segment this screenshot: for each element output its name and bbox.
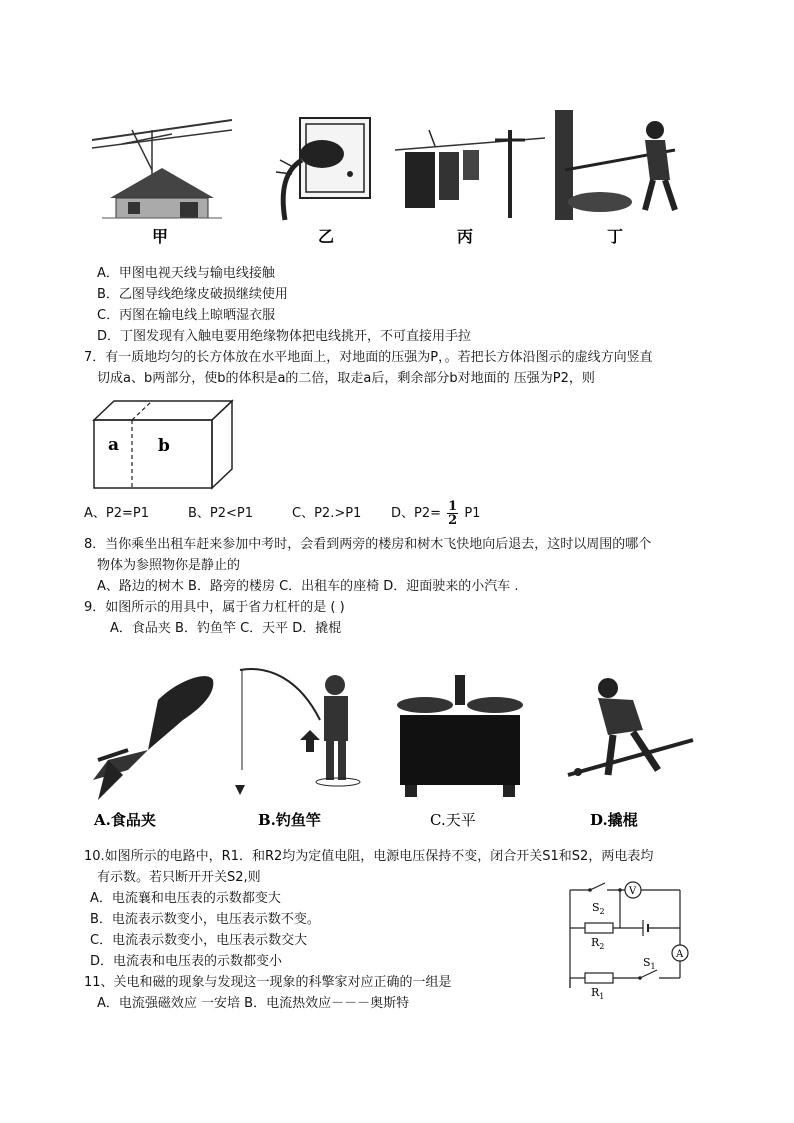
q7-option-d-prefix: D、P2= xyxy=(391,506,442,521)
q8-stem-line2: 物体为参照物你是静止的 xyxy=(97,558,241,573)
q10-r2-label: $R_2$ xyxy=(591,936,605,951)
q6-picture-jia xyxy=(92,110,232,250)
q7-option-b: B、P2<P1 xyxy=(188,506,254,521)
food-tongs-icon xyxy=(88,660,228,835)
q6-picture-bing xyxy=(395,110,545,250)
clothes-on-power-line-icon xyxy=(395,110,545,250)
house-antenna-icon xyxy=(92,110,232,250)
q7-box-label-a: a xyxy=(108,435,120,455)
q9-caption-d: D.撬棍 xyxy=(590,811,638,829)
q9-caption-a: A.食品夹 xyxy=(94,811,156,829)
q7-fraction-numerator: 1 xyxy=(448,499,458,514)
q6-option-a: A．甲图电视天线与输电线接触 xyxy=(97,266,275,281)
q7-option-d xyxy=(391,494,480,534)
q7-stem-line2: 切成a、b两部分，使b的体积是a的二倍，取走a后，剩余部分b对地面的 压强为P2，则 xyxy=(97,371,595,386)
q10-option-c: C．电流表示数变小，电压表示数交大 xyxy=(90,933,308,948)
q8-options: A、路边的树木 B．路旁的楼房 C．出租车的座椅 D．迎面驶来的小汽车 . xyxy=(97,579,519,594)
q9-options: A．食品夹 B．钓鱼竿 C．天平 D．撬棍 xyxy=(110,621,342,636)
q9-caption-c: C.天平 xyxy=(430,811,476,829)
q10-r1-label: $R_1$ xyxy=(591,986,605,1000)
q11-options: A．电流强磁效应 一安培 B．电流热效应－－－奥斯特 xyxy=(97,996,410,1011)
q7-box-label-b: b xyxy=(158,436,170,456)
q7-option-c: C、P2.>P1 xyxy=(292,506,362,521)
q7-fraction xyxy=(447,500,458,527)
socket-plug-icon xyxy=(240,110,390,250)
q10-stem-line2: 有示数。若只断开开关S2,则 xyxy=(97,870,261,885)
q10-option-a: A．电流襄和电压表的示数都变大 xyxy=(90,891,281,906)
q10-circuit-diagram xyxy=(545,880,695,1000)
q6-option-d: D．丁图发现有入触电要用绝缘物体把电线挑开，不可直接用手拉 xyxy=(97,329,472,344)
q6-picture-yi xyxy=(240,110,390,250)
q7-option-d-suffix: P1 xyxy=(464,506,481,521)
q6-caption-bing: 丙 xyxy=(457,227,474,246)
q8-stem-line1: 8．当你乘坐出租车赶来参加中考时，会看到两旁的楼房和树木飞快地向后退去，这时以周围的哪个 xyxy=(84,537,652,552)
q7-fraction-denominator: 2 xyxy=(448,513,458,528)
q9-stem: 9．如图所示的用具中，属于省力杠杆的是 ( ) xyxy=(84,600,345,615)
crowbar-icon xyxy=(548,660,698,835)
q7-stem-line1: 7．有一质地均匀的长方体放在水平地面上，对地面的压强为P，。若把长方体沿图示的虚线方向竖直 xyxy=(84,350,653,365)
q9-picture-b xyxy=(230,660,370,835)
rescue-electrocuted-person-icon xyxy=(545,110,700,250)
q10-s1-label: $S_1$ xyxy=(643,956,656,971)
q10-ammeter-label: A xyxy=(676,949,684,960)
balance-scale-icon xyxy=(385,660,535,835)
fishing-rod-icon xyxy=(230,660,370,835)
q11-stem: 11、关电和磁的现象与发现这一现象的科擎家对应正确的一组是 xyxy=(84,975,452,990)
q6-caption-jia: 甲 xyxy=(152,227,169,246)
q9-picture-a xyxy=(88,660,228,835)
q10-stem-line1: 10.如图所示的电路中，R1．和R2均为定值电阻，电源电压保持不变，闭合开关S1和S2，两电表均 xyxy=(84,849,654,864)
q10-option-d: D．电流表和电压表的示数都变小 xyxy=(90,954,283,969)
q7-option-a: A、P2=P1 xyxy=(84,506,150,521)
q10-voltmeter-label: V xyxy=(629,886,637,897)
q10-s2-label: $S_2$ xyxy=(592,901,605,916)
q6-picture-ding xyxy=(545,110,700,250)
q6-option-c: C．丙图在输电线上晾晒湿衣服 xyxy=(97,308,276,323)
q6-caption-ding: 丁 xyxy=(607,227,624,246)
q9-caption-b: B.钓鱼竿 xyxy=(258,811,321,829)
q9-picture-c xyxy=(385,660,535,835)
q9-picture-d xyxy=(548,660,698,835)
q7-box-figure xyxy=(90,395,240,495)
q6-caption-yi: 乙 xyxy=(318,227,335,246)
q6-option-b: B．乙图导线绝缘皮破损继续使用 xyxy=(97,287,288,302)
q10-option-b: B．电流表示数变小，电压表示数不变。 xyxy=(90,912,320,927)
